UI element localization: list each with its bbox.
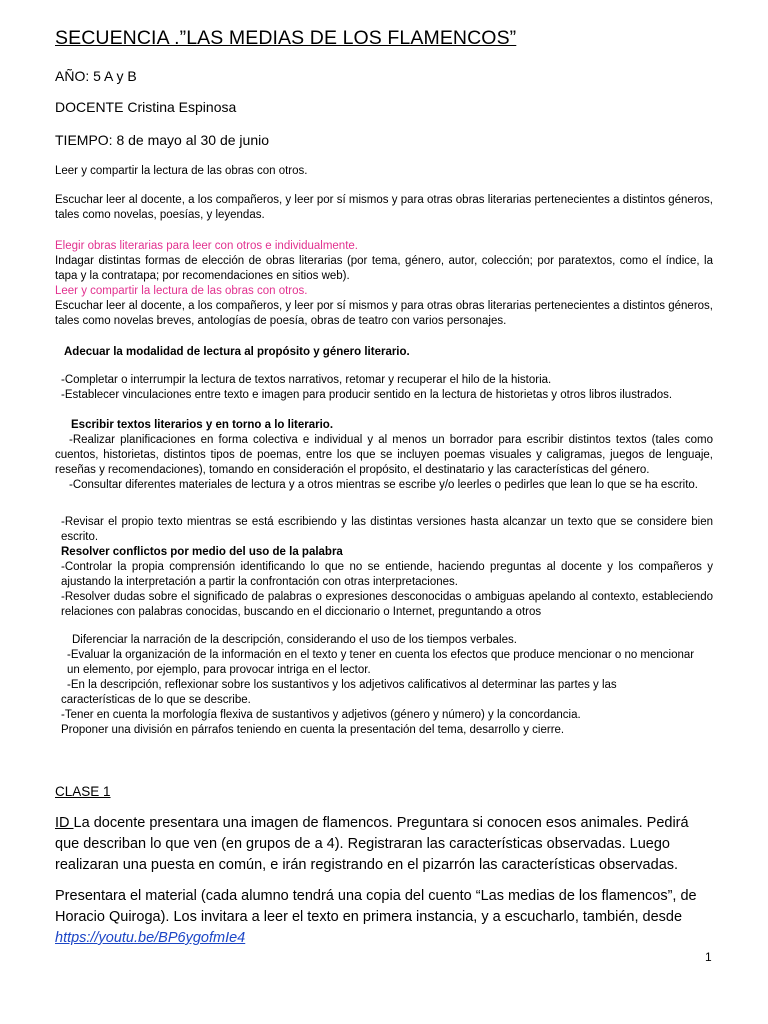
meta-docente: DOCENTE Cristina Espinosa bbox=[55, 99, 237, 115]
paragraph-escuchar: Escuchar leer al docente, a los compañeros, y leer por sí mismos y para otras obras literarias pertenecientes a distintos géneros, tales como novelas breves, antologías de poesía, obras de teatro con varios personajes. bbox=[55, 300, 713, 327]
list-item: -En la descripción, reflexionar sobre los sustantivos y los adjetivos calificativos al determinar las partes y las bbox=[67, 679, 617, 691]
list-item-continued: un elemento, por ejemplo, para provocar intriga en el lector. bbox=[67, 664, 371, 676]
youtube-link[interactable]: https://youtu.be/BP6ygofmIe4 bbox=[55, 930, 246, 946]
list-item: -Resolver dudas sobre el significado de palabras o expresiones desconocidas o ambiguas apelando al contexto, estableciendo relaciones con palabras conocidas, buscando en el diccionario o Internet, preguntando a otros bbox=[61, 591, 713, 618]
pink-heading-elegir: Elegir obras literarias para leer con otros e individualmente. bbox=[55, 240, 358, 252]
meta-anio: AÑO: 5 A y B bbox=[55, 68, 137, 84]
list-item: -Evaluar la organización de la información en el texto y tener en cuenta los efectos que produce mencionar o no mencionar bbox=[67, 649, 695, 661]
pink-heading-leer: Leer y compartir la lectura de las obras con otros. bbox=[55, 285, 308, 297]
section-diferenciar bbox=[61, 633, 713, 738]
list-item: -Consultar diferentes materiales de lectura y a otros mientras se escribe y/o leerles o pedirles que lean lo que se ha escrito. bbox=[69, 479, 698, 491]
section-elegir bbox=[55, 239, 713, 329]
list-item: Proponer una división en párrafos teniendo en cuenta la presentación del tema, desarrollo y cierre. bbox=[61, 724, 565, 736]
clase-paragraph-1 bbox=[55, 813, 713, 876]
heading-adecuar: Adecuar la modalidad de lectura al propósito y género literario. bbox=[64, 346, 410, 358]
clase-p1-start: La docente presentara una imagen de bbox=[73, 815, 319, 831]
list-item: -Tener en cuenta la morfología flexiva de sustantivos y adjetivos (género y número) y la concordancia. bbox=[61, 709, 581, 721]
id-label: ID bbox=[55, 815, 74, 831]
list-item: -Revisar el propio texto mientras se está escribiendo y las distintas versiones hasta alcanzar un texto que se considere bien escrito. bbox=[61, 516, 713, 543]
clase-p1-rest: flamencos. Preguntara si conocen esos animales. Pedirá que describan lo que ven (en grupos de a 4). Registraran las características observadas. Luego realizaran una puesta en común, e irán registrando en el pizarrón las características observadas. bbox=[55, 815, 689, 873]
meta-tiempo: TIEMPO: 8 de mayo al 30 de junio bbox=[55, 132, 269, 148]
list-item: -Realizar planificaciones en forma colectiva e individual y al menos un borrador para escribir distintos textos (tales como cuentos, historietas, distintos tipos de poemas, entre los que se incluyen poemas visuales y caligramas, juegos de lenguaje, reseñas y recomendaciones), tomando en consideración el propósito, el destinatario y las características del género. bbox=[55, 434, 713, 476]
intro-paragraph-1: Leer y compartir la lectura de las obras con otros. bbox=[55, 165, 308, 177]
clase-paragraph-2 bbox=[55, 886, 713, 949]
heading-resolver: Resolver conflictos por medio del uso de la palabra bbox=[61, 546, 343, 558]
clase-p2-text: Presentara el material (cada alumno tendrá una copia del cuento “Las medias de los flamencos”, de Horacio Quiroga). Los invitara a leer el texto en primera instancia, y a escucharlo, también, desde bbox=[55, 888, 697, 925]
heading-escribir: Escribir textos literarios y en torno a lo literario. bbox=[71, 419, 334, 431]
clase-heading: CLASE 1 bbox=[55, 784, 111, 799]
section-escribir-list bbox=[55, 433, 713, 493]
page-number: 1 bbox=[705, 950, 712, 964]
list-item: -Establecer vinculaciones entre texto e imagen para producir sentido en la lectura de historietas y otros libros ilustrados. bbox=[61, 389, 673, 401]
section-revisar bbox=[61, 515, 713, 620]
section-adecuar-list bbox=[61, 373, 719, 403]
paragraph-indagar: Indagar distintas formas de elección de obras literarias (por tema, género, autor, colección; por paratextos, como el índice, la tapa y la contratapa; por recomendaciones en sitios web). bbox=[55, 255, 713, 282]
list-item: -Completar o interrumpir la lectura de textos narrativos, retomar y recuperar el hilo de la historia. bbox=[61, 374, 552, 386]
list-item-continued: características de lo que se describe. bbox=[61, 694, 251, 706]
heading-diferenciar: Diferenciar la narración de la descripción, considerando el uso de los tiempos verbales. bbox=[72, 634, 517, 646]
intro-paragraph-2: Escuchar leer al docente, a los compañeros, y leer por sí mismos y para otras obras literarias pertenecientes a distintos géneros, tales como novelas, poesías, y leyendas. bbox=[55, 194, 713, 221]
list-item: -Controlar la propia comprensión identificando lo que no se entiende, haciendo preguntas al docente y los compañeros y ajustando la interpretación a partir la confrontación con otras interpretaciones. bbox=[61, 561, 713, 588]
document-title: SECUENCIA .”LAS MEDIAS DE LOS FLAMENCOS” bbox=[55, 27, 517, 49]
